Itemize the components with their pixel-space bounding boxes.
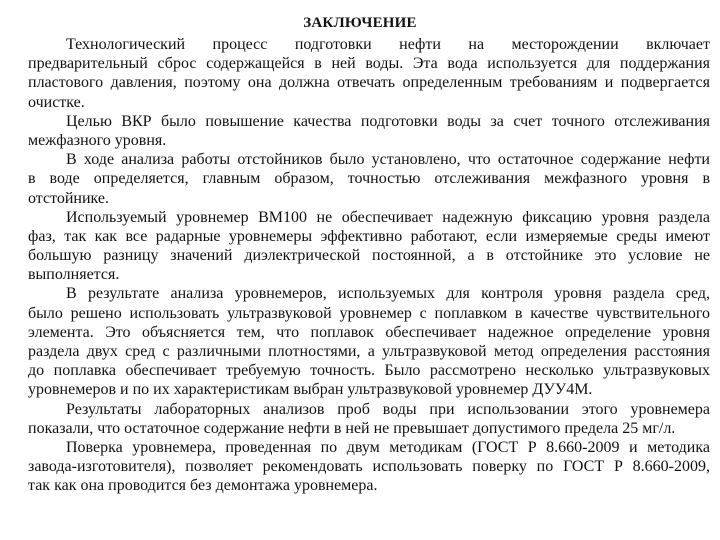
paragraph-line: Целью ВКР было повышение качества подготовки воды за счет точного отслеживания bbox=[66, 112, 710, 130]
paragraph-line: показали, что остаточное содержание нефти в ней не превышает допустимого предела 25 мг/л. bbox=[28, 419, 676, 437]
paragraph-line: В ходе анализа работы отстойников было установлено, что остаточное содержание нефти bbox=[66, 151, 710, 169]
paragraph-line: фаз, так как все радарные уровнемеры эффективно работают, если измеряемые среды имеют bbox=[28, 227, 710, 245]
paragraph bbox=[28, 35, 710, 112]
paragraph-line: уровнемеров и по их характеристикам выбран ультразвуковой уровнемер ДУУ4М. bbox=[28, 381, 593, 399]
paragraph-line: большую разницу значений диэлектрической постоянной, а в отстойнике это условие не bbox=[28, 247, 710, 265]
document-body bbox=[28, 35, 710, 496]
paragraph bbox=[28, 112, 710, 150]
paragraph bbox=[28, 150, 710, 208]
paragraph-line: выполняется. bbox=[28, 266, 120, 284]
paragraph-line: раздела двух сред с различными плотностями, а ультразвуковой метод определения расстояния bbox=[28, 343, 710, 360]
paragraph-line: элемента. Это объясняется тем, что поплавок обеспечивает надежное определение уровня bbox=[28, 323, 710, 341]
paragraph-line: так как она проводится без демонтажа уровнемера. bbox=[28, 477, 378, 495]
paragraph-line: предварительный сброс содержащейся в ней воды. Эта вода используется для поддержания bbox=[28, 55, 710, 73]
paragraph bbox=[28, 284, 710, 399]
paragraph-line: в воде определяется, главным образом, точностью отслеживания межфазного уровня в bbox=[28, 170, 710, 188]
paragraph bbox=[28, 208, 710, 285]
document-title: ЗАКЛЮЧЕНИЕ bbox=[303, 15, 417, 31]
paragraph-line: Технологический процесс подготовки нефти на месторождении включает bbox=[66, 36, 710, 53]
paragraph-line: очистке. bbox=[28, 93, 85, 111]
paragraph-line: завода-изготовителя), позволяет рекомендовать использовать поверку по ГОСТ Р 8.660-2009, bbox=[28, 458, 710, 476]
paragraph-line: пластового давления, поэтому она должна отвечать определенным требованиям и подвергается bbox=[28, 74, 710, 92]
paragraph-line: Результаты лабораторных анализов проб воды при использовании этого уровнемера bbox=[66, 400, 710, 418]
paragraph-line: Поверка уровнемера, проведенная по двум методикам (ГОСТ Р 8.660-2009 и методика bbox=[66, 438, 710, 456]
paragraph bbox=[28, 438, 710, 496]
paragraph bbox=[28, 400, 710, 438]
paragraph-line: было решено использовать ультразвуковой уровнемер с поплавком в качестве чувствительного bbox=[28, 304, 710, 322]
paragraph-line: Используемый уровнемер ВМ100 не обеспечивает надежную фиксацию уровня раздела bbox=[66, 208, 710, 226]
paragraph-line: отстойнике. bbox=[28, 189, 110, 207]
paragraph-line: до поплавка обеспечивает требуемую точность. Было рассмотрено несколько ультразвуковых bbox=[28, 362, 710, 380]
paragraph-line: В результате анализа уровнемеров, используемых для контроля уровня раздела сред, bbox=[66, 285, 710, 303]
paragraph-line: межфазного уровня. bbox=[28, 131, 167, 149]
